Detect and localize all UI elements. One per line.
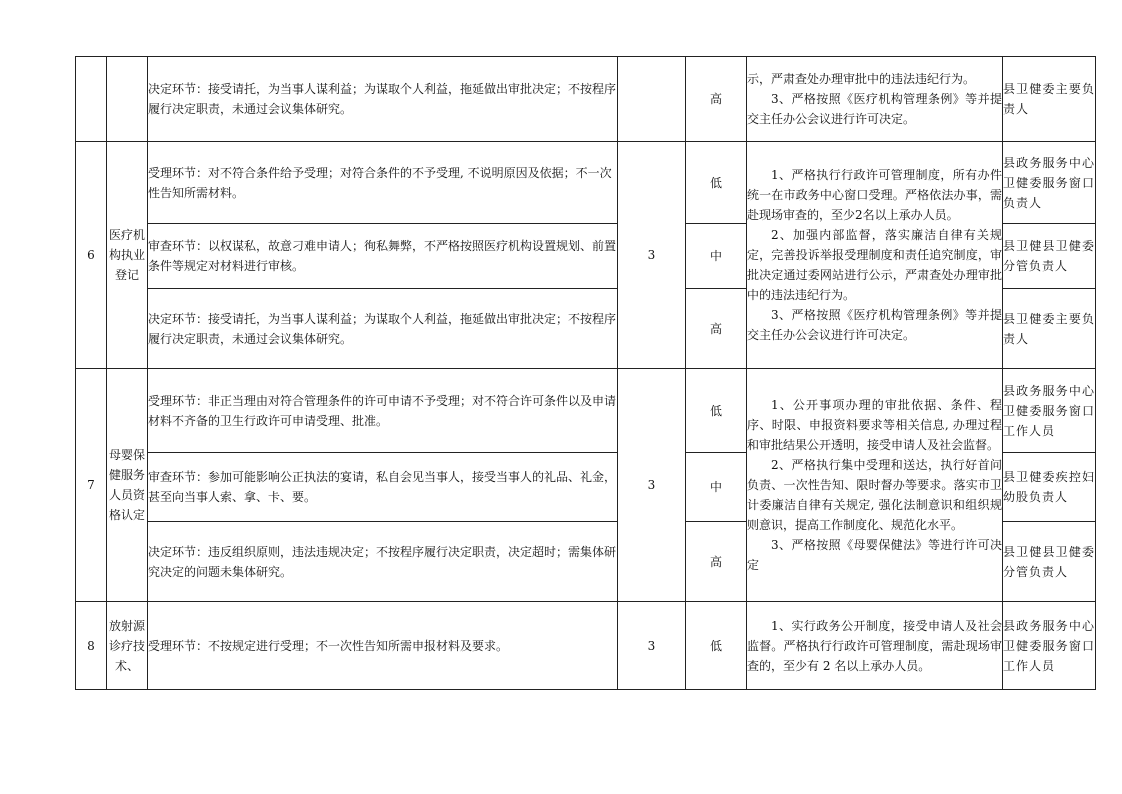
risk-point-count: 3: [618, 369, 686, 602]
table-row: [76, 142, 1096, 224]
risk-level: 低: [686, 602, 747, 690]
responsible-person: 县卫健县卫健委分管负责人: [1003, 224, 1096, 289]
item-name: [107, 57, 148, 142]
table-row: [76, 57, 1096, 142]
risk-level: 中: [686, 453, 747, 522]
risk-level: 高: [686, 289, 747, 369]
measure-text: 1、严格执行行政许可管理制度，所有办件统一在市政务中心窗口受理。严格依法办事，需赴现场审查的，至少2名以上承办人员。: [747, 168, 1002, 222]
risk-point-decision: 决定环节：接受请托，为当事人谋利益；为谋取个人利益，拖延做出审批决定；不按程序履行决定职责，未通过会议集体研究。: [148, 289, 618, 369]
table-row: [76, 369, 1096, 453]
risk-control-table: [75, 56, 1096, 690]
responsible-person: 县卫健委主要负责人: [1003, 289, 1096, 369]
risk-point-decision: 决定环节：接受请托，为当事人谋利益；为谋取个人利益，拖延做出审批决定；不按程序履行决定职责，未通过会议集体研究。: [148, 57, 618, 142]
risk-level: 高: [686, 57, 747, 142]
risk-level: 低: [686, 369, 747, 453]
measure-text: 2、严格执行集中受理和送达，执行好首问负责、一次性告知、限时督办等要求。落实市卫计委廉洁自律有关规定, 强化法制意识和组织规则意识，提高工作制度化、规范化水平。: [747, 458, 1002, 532]
prevention-measures: [747, 369, 1003, 602]
risk-point-acceptance: 受理环节：不按规定进行受理；不一次性告知所需申报材料及要求。: [148, 602, 618, 690]
item-name: 放射源诊疗技术、: [107, 602, 148, 690]
row-number: 8: [76, 602, 107, 690]
measure-text: 2、加强内部监督，落实廉洁自律有关规定，完善投诉举报受理制度和责任追究制度，审批决定通过委网站进行公示，严肃查处办理审批中的违法违纪行为。: [747, 228, 1002, 302]
risk-point-count: 3: [618, 142, 686, 369]
table-row: [76, 602, 1096, 690]
prevention-measures: [747, 57, 1003, 142]
risk-point-acceptance: 受理环节：非正当理由对符合管理条件的许可申请不予受理；对不符合许可条件以及申请材料不齐备的卫生行政许可申请受理、批准。: [148, 369, 618, 453]
prevention-measures: [747, 142, 1003, 369]
measure-text: 3、严格按照《母婴保健法》等进行许可决定: [747, 538, 1002, 572]
risk-point-count: [618, 57, 686, 142]
responsible-person: 县政务服务中心卫健委服务窗口工作人员: [1003, 369, 1096, 453]
prevention-measures: [747, 602, 1003, 690]
row-number: 6: [76, 142, 107, 369]
risk-point-decision: 决定环节：违反组织原则，违法违规决定；不按程序履行决定职责，决定超时；需集体研究决定的问题未集体研究。: [148, 522, 618, 602]
measure-text: 示，严肃查处办理审批中的违法违纪行为。: [747, 72, 976, 86]
responsible-person: 县卫健委疾控妇幼股负责人: [1003, 453, 1096, 522]
item-name: 医疗机构执业登记: [107, 142, 148, 369]
risk-point-acceptance: 受理环节：对不符合条件给予受理；对符合条件的不予受理, 不说明原因及依据；不一次性告知所需材料。: [148, 142, 618, 224]
responsible-person: 县政务服务中心卫健委服务窗口负责人: [1003, 142, 1096, 224]
measure-text: 3、严格按照《医疗机构管理条例》等并提交主任办公会议进行许可决定。: [747, 92, 1002, 126]
responsible-person: 县政务服务中心卫健委服务窗口工作人员: [1003, 602, 1096, 690]
risk-level: 高: [686, 522, 747, 602]
measure-text: 1、实行政务公开制度，接受申请人及社会监督。严格执行行政许可管理制度，需赴现场审查的，至少有 2 名以上承办人员。: [747, 618, 1002, 673]
row-number: [76, 57, 107, 142]
risk-point-review: 审查环节：参加可能影响公正执法的宴请，私自会见当事人，接受当事人的礼品、礼金，甚至向当事人索、拿、卡、要。: [148, 453, 618, 522]
measure-text: 1、公开事项办理的审批依据、条件、程序、时限、申报资料要求等相关信息, 办理过程和审批结果公开透明，接受申请人及社会监督。: [747, 398, 1002, 452]
risk-level: 中: [686, 224, 747, 289]
responsible-person: 县卫健委主要负责人: [1003, 57, 1096, 142]
responsible-person: 县卫健县卫健委分管负责人: [1003, 522, 1096, 602]
measure-text: 3、严格按照《医疗机构管理条例》等并提交主任办公会议进行许可决定。: [747, 308, 1002, 342]
risk-point-review: 审查环节：以权谋私，故意刁难申请人；徇私舞弊，不严格按照医疗机构设置规划、前置条件等规定对材料进行审核。: [148, 224, 618, 289]
item-name: 母婴保健服务人员资格认定: [107, 369, 148, 602]
risk-point-count: 3: [618, 602, 686, 690]
row-number: 7: [76, 369, 107, 602]
risk-level: 低: [686, 142, 747, 224]
